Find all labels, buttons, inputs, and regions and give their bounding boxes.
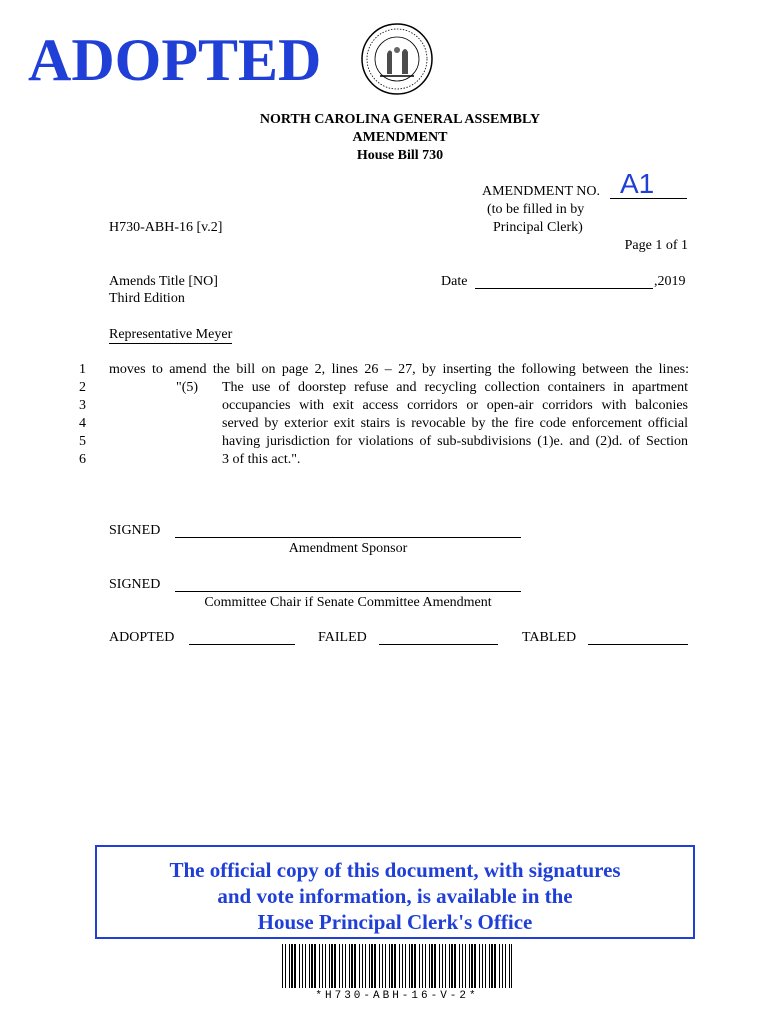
signed-label-sponsor: SIGNED [109, 523, 161, 538]
line-number: 5 [79, 434, 86, 449]
line-number: 6 [79, 452, 86, 467]
body-line-4: served by exterior exit stairs is revocable by the fire code enforcement official [222, 416, 688, 431]
failed-label: FAILED [318, 630, 367, 645]
signed-label-chair: SIGNED [109, 577, 161, 592]
official-copy-notice [95, 845, 695, 939]
chair-signature-line [175, 591, 521, 592]
sponsor-caption: Amendment Sponsor [288, 541, 408, 556]
tabled-label: TABLED [522, 630, 577, 645]
page-indicator: Page 1 of 1 [624, 238, 688, 253]
line-number: 2 [79, 380, 86, 395]
bill-heading: House Bill 730 [356, 148, 444, 163]
failed-line [379, 644, 498, 645]
body-line-6: 3 of this act.". [222, 452, 301, 467]
notice-line-2: and vote information, is available in the [217, 884, 573, 908]
tabled-line [588, 644, 688, 645]
line-number: 1 [79, 362, 86, 377]
notice-line-1: The official copy of this document, with signatures [169, 858, 621, 882]
amendment-no-field [610, 170, 687, 199]
amendment-no-value: A1 [620, 168, 655, 199]
amendment-heading: AMENDMENT [352, 130, 448, 145]
barcode-text: *H730-ABH-16-V-2* [315, 990, 479, 1002]
amendment-no-note-1: (to be filled in by [487, 202, 585, 217]
line-number: 3 [79, 398, 86, 413]
adopted-line [189, 644, 295, 645]
body-line-2: The use of doorstep refuse and recycling collection containers in apartment [222, 380, 688, 395]
date-field [475, 288, 653, 289]
adopted-stamp: ADOPTED [28, 27, 322, 93]
line-number: 4 [79, 416, 86, 431]
notice-line-3: House Principal Clerk's Office [257, 910, 533, 934]
assembly-heading: NORTH CAROLINA GENERAL ASSEMBLY [259, 112, 541, 127]
body-line-3: occupancies with exit access corridors or open-air corridors with balconies [222, 398, 688, 413]
subdivision-marker: "(5) [176, 380, 199, 395]
date-label: Date [441, 274, 468, 289]
representative: Representative Meyer [109, 327, 233, 342]
adopted-label: ADOPTED [109, 630, 175, 645]
amends-title: Amends Title [NO] [109, 274, 218, 289]
body-line-5: having jurisdiction for violations of sub-subdivisions (1)e. and (2)d. of Section [222, 434, 688, 449]
body-line-1: moves to amend the bill on page 2, lines 26 – 27, by inserting the following between the lines: [109, 362, 689, 377]
edition: Third Edition [109, 291, 185, 306]
chair-caption: Committee Chair if Senate Committee Amendment [204, 595, 492, 610]
barcode-icon [282, 944, 512, 988]
state-seal-icon [360, 22, 434, 96]
amendment-no-label: AMENDMENT NO. [482, 184, 600, 199]
date-year: ,2019 [654, 274, 686, 289]
amendment-no-note-2: Principal Clerk) [493, 220, 583, 235]
sponsor-signature-line [175, 537, 521, 538]
document-id: H730-ABH-16 [v.2] [109, 220, 223, 235]
